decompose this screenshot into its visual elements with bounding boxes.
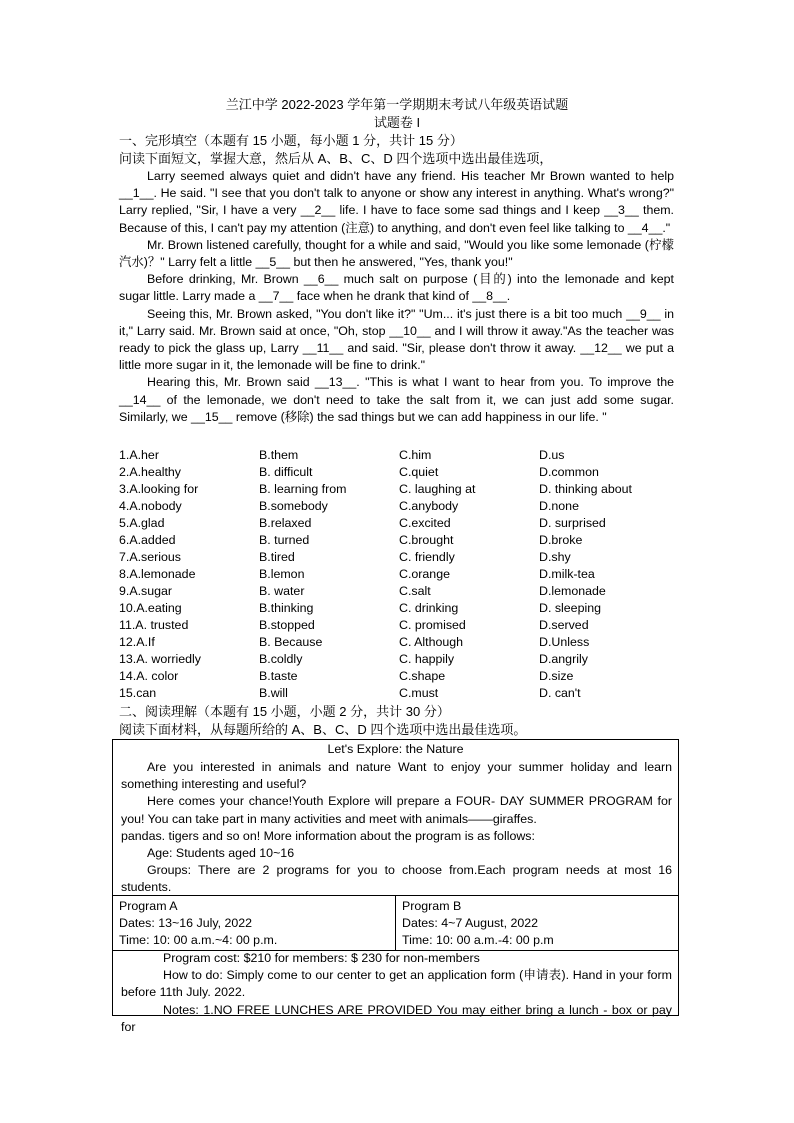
exam-title: 兰江中学 2022-2023 学年第一学期期末考试八年级英语试题	[225, 97, 569, 112]
option-choice: C.must	[399, 686, 439, 700]
option-row	[119, 668, 679, 685]
option-choice: D.us	[539, 448, 565, 462]
option-choice: C. promised	[399, 618, 466, 632]
passage-paragraph: Seeing this, Mr. Brown asked, "You don't like it?" "Um... it's just there is a bit too much __9__ in it," Larry said. Mr. Brown said at once, "Oh, stop __10__ and I will throw it away."As the teacher was ready to pick the glass up, Larry __11__ and said. "Sir, please don't throw it away. __12__ we put a little more sugar in it, the lemonade will be fine to drink."	[119, 306, 674, 373]
program-a-cell	[113, 896, 396, 951]
option-choice: D.none	[539, 499, 579, 513]
option-choice: D.Unless	[539, 635, 590, 649]
option-row	[119, 617, 679, 634]
option-choice: D. thinking about	[539, 482, 632, 496]
option-choice: D.served	[539, 618, 589, 632]
option-choice: 7.A.serious	[119, 550, 181, 564]
material-age: Age: Students aged 10~16	[147, 846, 295, 861]
option-choice: 9.A.sugar	[119, 584, 173, 598]
option-choice: 6.A.added	[119, 533, 176, 547]
option-choice: B. difficult	[259, 465, 313, 479]
passage-paragraph: Mr. Brown listened carefully, thought for a while and said, "Would you like some lemonade (柠檬汽水)？" Larry felt a little __5__ but then he answered, "Yes, thank you!"	[119, 237, 674, 270]
option-choice: B.tired	[259, 550, 295, 564]
exam-subtitle: 试题卷 I	[373, 115, 421, 130]
material-title: Let's Explore: the Nature	[327, 742, 464, 756]
option-choice: C. Although	[399, 635, 464, 649]
option-row	[119, 583, 679, 600]
option-choice: B.them	[259, 448, 299, 462]
option-choice: B. learning from	[259, 482, 347, 496]
option-row	[119, 651, 679, 668]
option-choice: 4.A.nobody	[119, 499, 182, 513]
option-row	[119, 566, 679, 583]
option-choice: C.brought	[399, 533, 454, 547]
option-row	[119, 685, 679, 702]
program-b-cell	[396, 896, 679, 951]
option-choice: C.quiet	[399, 465, 439, 479]
option-choice: B.lemon	[259, 567, 305, 581]
option-choice: 10.A.eating	[119, 601, 182, 615]
option-choice: D. sleeping	[539, 601, 601, 615]
option-choice: D.lemonade	[539, 584, 606, 598]
option-choice: C.him	[399, 448, 432, 462]
option-choice: B.somebody	[259, 499, 328, 513]
option-row	[119, 549, 679, 566]
option-choice: C. drinking	[399, 601, 459, 615]
option-choice: B.coldly	[259, 652, 303, 666]
option-choice: 5.A.glad	[119, 516, 165, 530]
option-row	[119, 634, 679, 651]
passage-paragraph: Larry seemed always quiet and didn't have any friend. His teacher Mr Brown wanted to help __1__. He said. "I see that you don't talk to anyone or show any interest in anything. What's wrong?" Larry replied, "Sir, I have a very __2__ life. I have to face some sad things and I keep __3__ them. Because of this, I can't pay my attention (注意) to anything, and don't even feel like talking to __4__."	[119, 169, 674, 235]
option-choice: B.relaxed	[259, 516, 312, 530]
option-choice: C.shape	[399, 669, 446, 683]
option-row	[119, 481, 679, 498]
section1-heading: 一、完形填空（本题有 15 小题，每小题 1 分，共计 15 分）	[119, 133, 463, 148]
option-choice: 12.A.If	[119, 635, 155, 649]
option-choice: 11.A. trusted	[119, 618, 189, 632]
option-row	[119, 464, 679, 481]
program-a-name: Program A	[119, 899, 178, 913]
option-choice: B.stopped	[259, 618, 315, 632]
option-choice: 2.A.healthy	[119, 465, 181, 479]
option-choice: D.angrily	[539, 652, 588, 666]
program-notes: Notes: 1.NO FREE LUNCHES ARE PROVIDED You may either bring a lunch - box or pay for	[121, 1002, 672, 1034]
option-choice: 8.A.lemonade	[119, 567, 196, 581]
reading-material-box	[112, 739, 679, 1034]
option-choice: B.thinking	[259, 601, 314, 615]
program-b-name: Program B	[402, 899, 462, 913]
option-row	[119, 447, 679, 464]
option-choice: B.will	[259, 686, 288, 700]
option-choice: C. happily	[399, 652, 455, 666]
passage-paragraph: Hearing this, Mr. Brown said __13__. "This is what I want to hear from you. To improve the __14__ of the lemonade, we don't need to take the salt from it, we can just add some sugar. Similarly, we __15__ remove (移除) the sad things but we can add happiness in our life. "	[119, 375, 674, 424]
option-choice: C.salt	[399, 584, 431, 598]
option-row	[119, 498, 679, 515]
option-choice: D. surprised	[539, 516, 606, 530]
program-a-time: Time: 10: 00 a.m.~4: 00 p.m.	[119, 933, 278, 947]
option-choice: D. can't	[539, 686, 581, 700]
option-row	[119, 515, 679, 532]
option-choice: D.milk-tea	[539, 567, 595, 581]
section1-instruction: 问读下面短文，掌握大意，然后从 A、B、C、D 四个选项中选出最佳选项，	[119, 151, 553, 166]
passage-paragraph: Before drinking, Mr. Brown __6__ much salt on purpose (目的) into the lemonade and kept sugar little. Larry made a __7__ face when he drank that kind of __8__.	[119, 272, 674, 304]
option-row	[119, 532, 679, 549]
section2-heading: 二、阅读理解（本题有 15 小题，小题 2 分，共计 30 分）	[119, 704, 450, 719]
option-choice: 14.A. color	[119, 669, 179, 683]
option-choice: C.orange	[399, 567, 450, 581]
program-details	[113, 950, 678, 1036]
program-b-time: Time: 10: 00 a.m.-4: 00 p.m	[402, 933, 554, 947]
option-choice: 3.A.looking for	[119, 482, 199, 496]
program-b-dates: Dates: 4~7 August, 2022	[402, 916, 539, 930]
option-choice: D.size	[539, 669, 574, 683]
material-groups: Groups: There are 2 programs for you to choose from.Each program needs at most 16 students.	[121, 863, 672, 895]
option-choice: 13.A. worriedly	[119, 652, 201, 666]
option-choice: C. laughing at	[399, 482, 476, 496]
option-choice: C.anybody	[399, 499, 459, 513]
option-row	[119, 600, 679, 617]
program-cost: Program cost: $210 for members: $ 230 for non-members	[163, 951, 480, 965]
material-continuation: pandas. tigers and so on! More information about the program is as follows:	[121, 828, 535, 843]
option-choice: B. water	[259, 584, 305, 598]
program-how-to: How to do: Simply come to our center to get an application form (申请表). Hand in your form before 11th July. 2022.	[121, 968, 672, 1000]
cloze-options	[119, 447, 679, 702]
material-paragraph: Here comes your chance!Youth Explore will prepare a FOUR- DAY SUMMER PROGRAM for you! You can take part in many activities and meet with animals——giraffes.	[121, 794, 672, 826]
option-choice: B. Because	[259, 635, 323, 649]
option-choice: D.common	[539, 465, 599, 479]
option-choice: 15.can	[119, 686, 157, 700]
cloze-passage	[119, 168, 674, 426]
material-paragraph: Are you interested in animals and nature Want to enjoy your summer holiday and learn something interesting and useful?	[121, 760, 672, 792]
option-choice: B.taste	[259, 669, 298, 683]
option-choice: C. friendly	[399, 550, 455, 564]
option-choice: C.excited	[399, 516, 451, 530]
section2-instruction: 阅读下面材料，从每题所给的 A、B、C、D 四个选项中选出最佳选项。	[119, 722, 527, 737]
program-table	[113, 895, 678, 951]
option-choice: 1.A.her	[119, 448, 159, 462]
program-a-dates: Dates: 13~16 July, 2022	[119, 916, 253, 930]
option-choice: B. turned	[259, 533, 310, 547]
option-choice: D.shy	[539, 550, 571, 564]
option-choice: D.broke	[539, 533, 583, 547]
